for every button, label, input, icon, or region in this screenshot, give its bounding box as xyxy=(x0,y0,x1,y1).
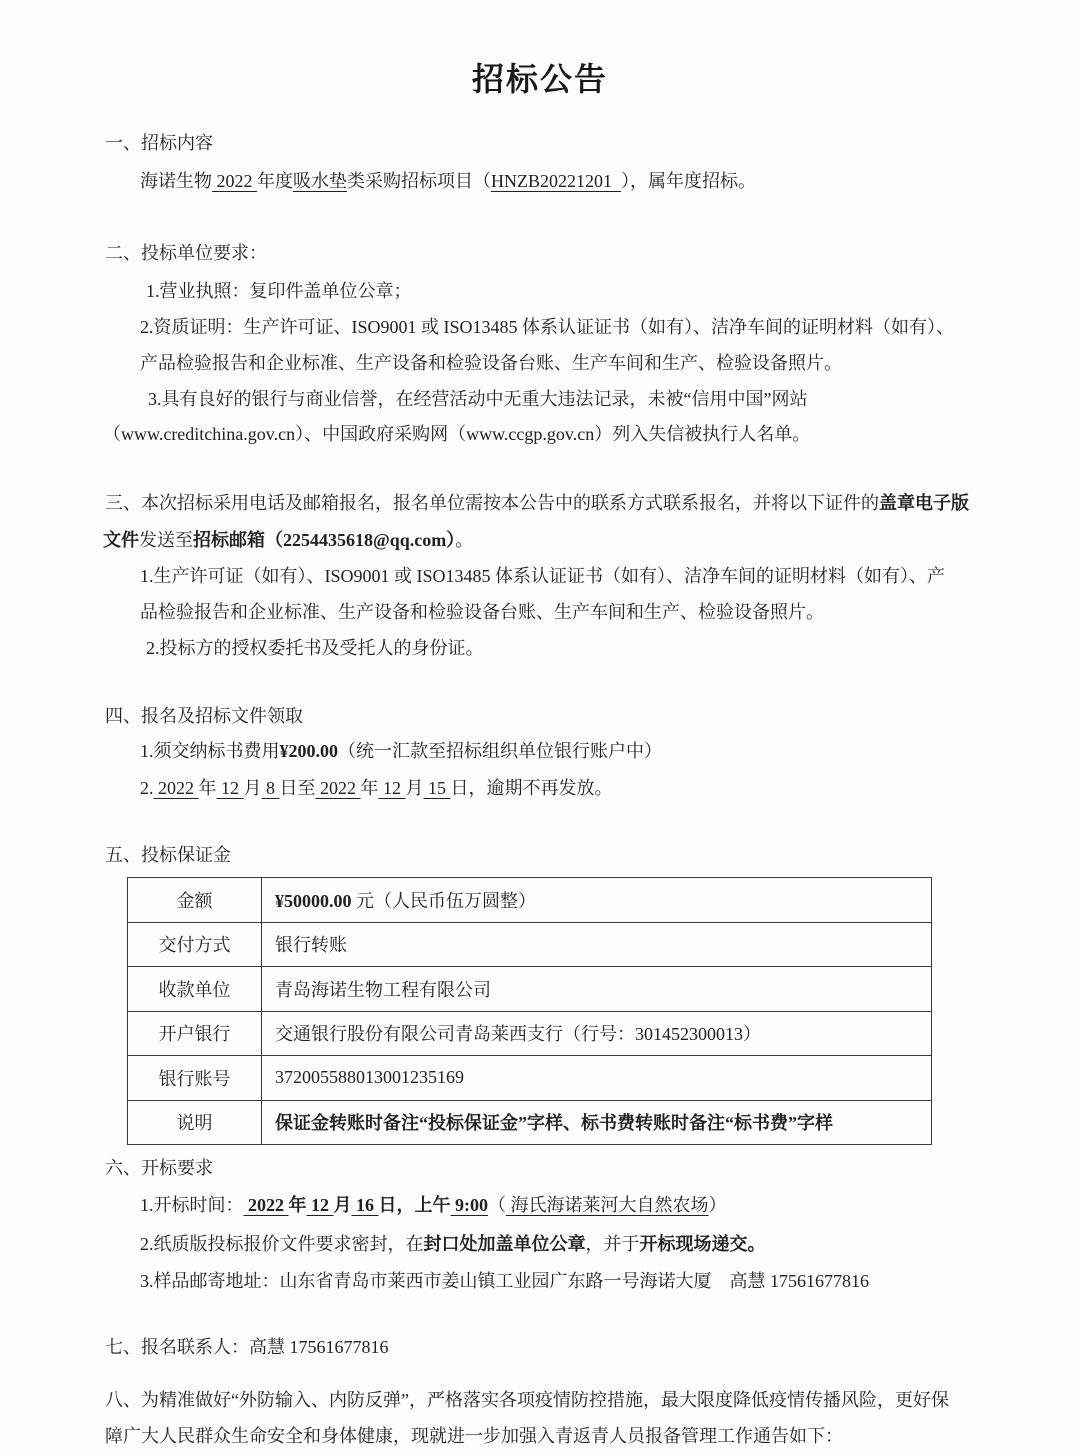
text-run-underline: 2022 xyxy=(153,778,199,798)
text-run: 2. xyxy=(140,778,154,798)
section-4-item-1 xyxy=(140,740,662,763)
text-run: ） xyxy=(708,1195,727,1215)
text-run: （统一汇款至招标组织单位银行账户中） xyxy=(338,741,662,761)
text-run-underline: 15 xyxy=(423,778,451,798)
text-run-bold: ¥50000.00 xyxy=(275,890,352,911)
text-run: 三、本次招标采用电话及邮箱报名，报名单位需按本公告中的联系方式联系报名，并将以下证件的 xyxy=(105,493,879,513)
text-run-underline: 8 xyxy=(261,778,280,798)
text-run-bold: 招标邮箱（2254435618@qq.com） xyxy=(193,530,456,550)
text-run-bold: 文件 xyxy=(103,530,139,550)
text-run: 1.须交纳标书费用 xyxy=(140,741,280,761)
section-2-item-2-line-2: 产品检验报告和企业标准、生产设备和检验设备台账、生产车间和生产、检验设备照片。 xyxy=(140,353,842,373)
section-2-item-3-line-2: （www.creditchina.gov.cn）、中国政府采购网（www.ccgp.gov.cn）列入失信被执行人名单。 xyxy=(103,424,811,444)
section-6-item-1 xyxy=(140,1194,727,1217)
text-run-underline: 12 xyxy=(378,778,406,798)
text-run: 发送至 xyxy=(139,530,193,550)
section-3-line-2 xyxy=(103,529,473,552)
table-row-amount xyxy=(128,878,932,923)
text-run: 海诺生物 xyxy=(140,171,212,191)
text-run-bold: 月 xyxy=(333,1195,352,1215)
row-label: 收款单位 xyxy=(128,967,262,1012)
page-title: 招标公告 xyxy=(471,61,608,97)
section-4-heading: 四、报名及招标文件领取 xyxy=(105,706,303,726)
text-run: 年 xyxy=(360,778,379,798)
text-run: 年 xyxy=(198,778,217,798)
text-run-bold: 日，上午 xyxy=(378,1195,451,1215)
text-run-bold-underline: 16 xyxy=(351,1195,379,1215)
row-value: 青岛海诺生物工程有限公司 xyxy=(262,967,932,1012)
text-run: 月 xyxy=(243,778,262,798)
section-1-content xyxy=(140,170,756,193)
section-7-heading: 七、报名联系人：高慧 17561677816 xyxy=(105,1337,389,1357)
text-run-bold: 盖章电子版 xyxy=(879,493,969,513)
section-2-item-2-line-1: 2.资质证明：生产许可证、ISO9001 或 ISO13485 体系认证证书（如有）、洁净车间的证明材料（如有）、 xyxy=(140,317,955,337)
text-run-underline: HNZB20221201 xyxy=(491,171,621,191)
section-3-item-2: 2.投标方的授权委托书及受托人的身份证。 xyxy=(146,638,484,658)
row-label: 开户银行 xyxy=(128,1011,262,1056)
row-label: 金额 xyxy=(128,878,262,923)
text-run: 1.开标时间： xyxy=(140,1195,244,1215)
text-run-underline: 2022 xyxy=(315,778,361,798)
text-run-bold: 封口处加盖单位公章 xyxy=(423,1234,586,1254)
text-run-underline: 海氏海诺莱河大自然农场 xyxy=(506,1195,709,1215)
text-run: ），属年度招标。 xyxy=(621,171,756,191)
text-run: 。 xyxy=(455,530,474,550)
row-label: 银行账号 xyxy=(128,1056,262,1101)
text-run: 日至 xyxy=(279,778,316,798)
text-run-underline: 2022 xyxy=(212,171,257,191)
text-run: （ xyxy=(488,1195,506,1215)
text-run: 类采购招标项目（ xyxy=(347,171,491,191)
text-run-bold: 保证金转账时备注“投标保证金”字样、标书费转账时备注“标书费”字样 xyxy=(275,1113,833,1134)
table-row-account xyxy=(128,1056,932,1101)
text-run-underline: 吸水垫 xyxy=(293,171,347,191)
table-row-payee xyxy=(128,967,932,1012)
text-run: 2.纸质版投标报价文件要求密封，在 xyxy=(140,1234,424,1254)
section-5-heading: 五、投标保证金 xyxy=(105,845,231,865)
section-8-line-1: 八、为精准做好“外防输入、内防反弹”，严格落实各项疫情防控措施，最大限度降低疫情传播风险，更好保 xyxy=(105,1390,949,1410)
text-run-bold: ¥200.00 xyxy=(279,741,338,761)
section-6-item-3: 3.样品邮寄地址：山东省青岛市莱西市姜山镇工业园广东路一号海诺大厦 高慧 17561677816 xyxy=(140,1271,869,1291)
section-2-item-3-line-1: 3.具有良好的银行与商业信誉，在经营活动中无重大违法记录，未被“信用中国”网站 xyxy=(148,389,808,409)
section-8-line-2: 障广大人民群众生命安全和身体健康，现就进一步加强入青返青人员报备管理工作通告如下： xyxy=(105,1426,843,1446)
table-row-payment-method xyxy=(128,922,932,967)
section-3-line-1 xyxy=(105,492,969,515)
section-2-heading: 二、投标单位要求： xyxy=(105,243,267,263)
section-3-item-1-line-2: 品检验报告和企业标准、生产设备和检验设备台账、生产车间和生产、检验设备照片。 xyxy=(140,602,824,622)
text-run-underline: 12 xyxy=(216,778,244,798)
text-run: 元（人民币伍万圆整） xyxy=(351,890,536,911)
section-3-item-1-line-1: 1.生产许可证（如有）、ISO9001 或 ISO13485 体系认证证书（如有）、洁净车间的证明材料（如有）、产 xyxy=(140,566,946,586)
row-value xyxy=(262,878,932,923)
row-value xyxy=(262,1100,932,1145)
section-6-item-2 xyxy=(140,1233,766,1256)
section-4-item-2 xyxy=(140,777,613,800)
row-value: 银行转账 xyxy=(262,922,932,967)
text-run: 月 xyxy=(405,778,424,798)
section-2-item-1: 1.营业执照：复印件盖单位公章； xyxy=(146,281,412,301)
text-run: 日，逾期不再发放。 xyxy=(450,778,613,798)
table-row-bank xyxy=(128,1011,932,1056)
row-value: 交通银行股份有限公司青岛莱西支行（行号：301452300013） xyxy=(262,1011,932,1056)
section-6-heading: 六、开标要求 xyxy=(105,1158,213,1178)
text-run-bold-underline: 12 xyxy=(306,1195,334,1215)
text-run-bold: 年 xyxy=(288,1195,307,1215)
text-run-bold-underline: 2022 xyxy=(243,1195,289,1215)
row-label: 交付方式 xyxy=(128,922,262,967)
text-run-bold-underline: 9:00 xyxy=(450,1195,488,1215)
text-run-bold: 开标现场递交。 xyxy=(639,1234,766,1254)
row-value: 372005588013001235169 xyxy=(262,1056,932,1101)
table-row-note xyxy=(128,1100,932,1145)
bid-bond-table xyxy=(127,877,932,1145)
text-run: ，并于 xyxy=(585,1234,640,1254)
row-label: 说明 xyxy=(128,1100,262,1145)
section-1-heading: 一、招标内容 xyxy=(105,133,213,153)
text-run: 年度 xyxy=(257,171,293,191)
